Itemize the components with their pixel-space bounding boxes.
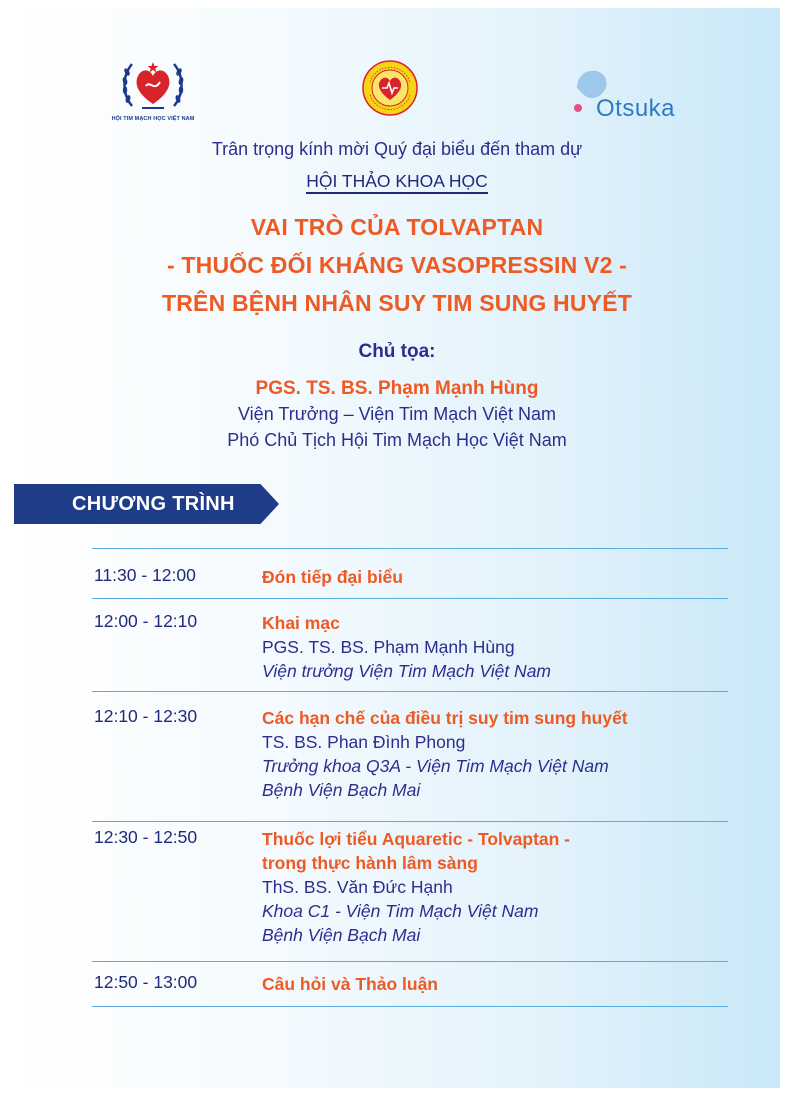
agenda-title: Câu hỏi và Thảo luận [262, 974, 438, 994]
event-title-line-1: VAI TRÒ CỦA TOLVAPTAN [250, 214, 544, 240]
agenda-time: 12:50 - 13:00 [94, 972, 198, 992]
agenda-affiliation: Khoa C1 - Viện Tim Mạch Việt Nam [262, 901, 539, 921]
heart-seal-icon [362, 60, 418, 116]
agenda-content [262, 565, 732, 589]
chair-label: Chủ tọa: [358, 341, 436, 362]
chair-vice-position: Phó Chủ Tịch Hội Tim Mạch Học Việt Nam [227, 430, 567, 450]
agenda-speaker: TS. BS. Phan Đình Phong [262, 732, 466, 752]
agenda-speaker: PGS. TS. BS. Phạm Mạnh Hùng [262, 637, 515, 657]
agenda-time: 11:30 - 12:00 [94, 565, 196, 585]
agenda-affiliation: Bệnh Viện Bạch Mai [262, 925, 421, 945]
chair-position: Viện Trưởng – Viện Tim Mạch Việt Nam [238, 404, 556, 424]
event-title-line-3: TRÊN BỆNH NHÂN SUY TIM SUNG HUYẾT [161, 290, 633, 316]
event-title-line-2: - THUỐC ĐỐI KHÁNG VASOPRESSIN V2 - [166, 252, 628, 278]
invitation-line: Trân trọng kính mời Quý đại biểu đến tham dự [211, 139, 583, 159]
agenda-affiliation: Bệnh Viện Bạch Mai [262, 780, 421, 800]
divider [92, 548, 728, 549]
program-heading: CHƯƠNG TRÌNH [72, 493, 235, 515]
agenda-title: Thuốc lợi tiểu Aquaretic - Tolvaptan - [262, 829, 571, 849]
chair-name: PGS. TS. BS. Phạm Mạnh Hùng [255, 378, 539, 399]
divider [92, 821, 728, 822]
event-type [14, 171, 780, 192]
agenda-title: Khai mạc [262, 613, 340, 633]
agenda-affiliation: Viện trưởng Viện Tim Mạch Việt Nam [262, 661, 551, 681]
otsuka-logo [567, 66, 707, 122]
agenda-content [262, 972, 732, 996]
divider [92, 961, 728, 962]
event-type-label: HỘI THẢO KHOA HỌC [306, 171, 488, 194]
agenda-content [262, 611, 732, 683]
laurel-heart-icon [120, 56, 186, 114]
agenda-speaker: ThS. BS. Văn Đức Hạnh [262, 877, 453, 897]
agenda-time: 12:00 - 12:10 [94, 611, 198, 631]
vtm-seal-logo [362, 60, 418, 116]
agenda-content [262, 827, 732, 947]
vnha-logo [98, 56, 208, 136]
vnha-logo-caption: HỘI TIM MẠCH HỌC VIỆT NAM [111, 116, 195, 122]
agenda-time: 12:10 - 12:30 [94, 706, 198, 726]
divider [92, 691, 728, 692]
divider [92, 598, 728, 599]
agenda-title: trong thực hành lâm sàng [262, 853, 478, 873]
agenda-content [262, 706, 732, 802]
divider [92, 1006, 728, 1007]
agenda-title: Các hạn chế của điều trị suy tim sung huyết [262, 708, 628, 728]
invitation-card [14, 8, 780, 1088]
agenda-title: Đón tiếp đại biểu [262, 567, 403, 587]
otsuka-wordmark: Otsuka [596, 95, 676, 122]
agenda-affiliation: Trưởng khoa Q3A - Viện Tim Mạch Việt Nam [262, 756, 609, 776]
agenda-time: 12:30 - 12:50 [94, 827, 198, 847]
